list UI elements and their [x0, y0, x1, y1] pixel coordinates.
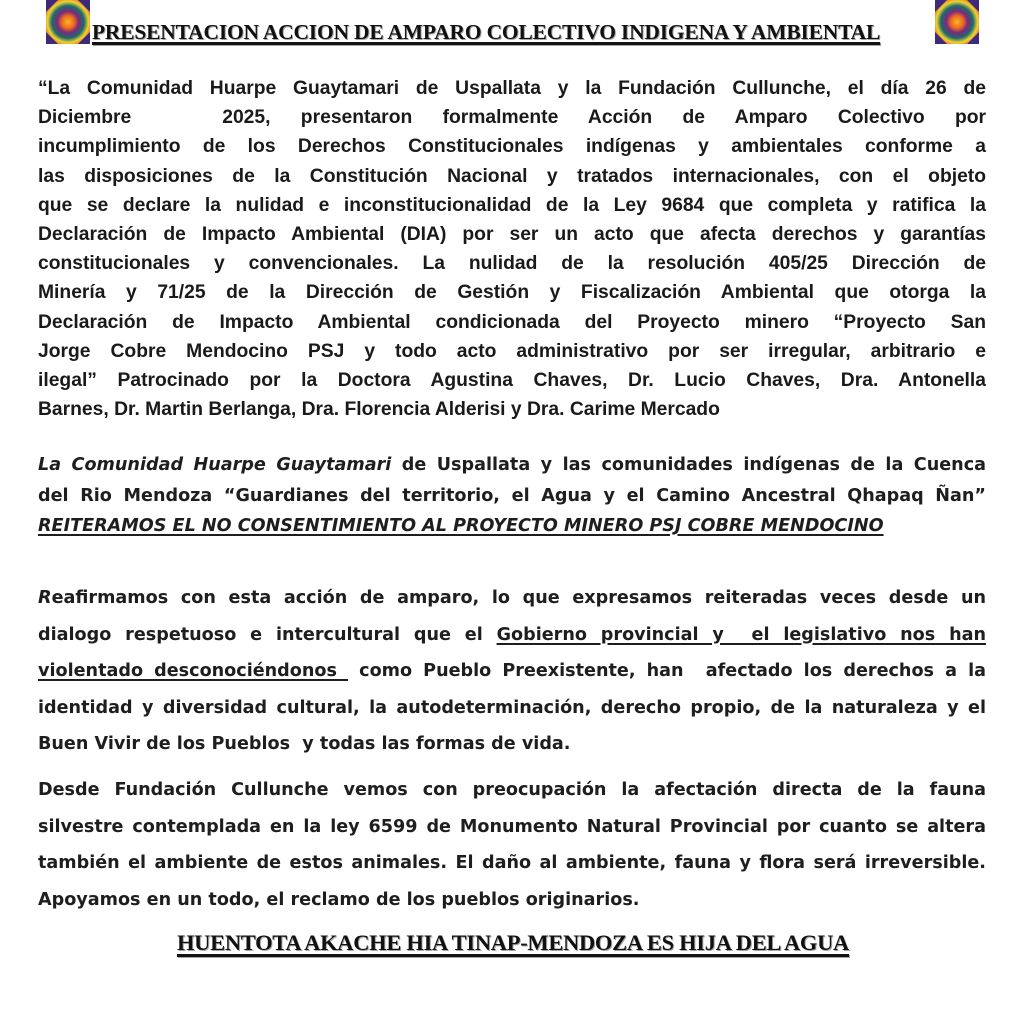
text-fragment: como Pueblo Preexistente, han afectado los derechos a la — [348, 661, 986, 681]
text-line: Declaración de Impacto Ambiental (DIA) por ser un acto que afecta derechos y garantías — [38, 224, 986, 246]
text-line: incumplimiento de los Derechos Constitucionales indígenas y ambientales conforme a — [38, 136, 986, 158]
text-fragment: eafirmamos con esta acción de amparo, lo que expresamos reiteradas veces desde un — [51, 588, 986, 608]
text-line: Minería y 71/25 de la Dirección de Gestión y Fiscalización Ambiental que otorga la — [38, 282, 986, 304]
paragraph-community-statement — [38, 450, 986, 542]
andean-emblem-left-icon — [46, 0, 90, 44]
text-line — [38, 653, 986, 690]
paragraph-amparo-presentation — [38, 74, 986, 424]
text-line — [38, 580, 986, 617]
document-title: PRESENTACION ACCION DE AMPARO COLECTIVO INDIGENA Y AMBIENTAL — [92, 20, 881, 44]
underlined-text: Gobierno provincial y el legislativo nos han — [496, 624, 986, 645]
text-line: Buen Vivir de los Pueblos y todas las formas de vida. — [38, 734, 571, 754]
text-line: Diciembre 2025, presentaron formalmente Acción de Amparo Colectivo por — [38, 107, 986, 129]
paragraph-fundacion-concern — [38, 772, 986, 918]
text-line: Barnes, Dr. Martin Berlanga, Dra. Florencia Alderisi y Dra. Carime Mercado — [38, 399, 720, 421]
text-fragment: dialogo respetuoso e intercultural que el — [38, 624, 497, 645]
text-line: constitucionales y convencionales. La nulidad de la resolución 405/25 Dirección de — [38, 253, 986, 275]
text-line: identidad y diversidad cultural, la autodeterminación, derecho propio, de la naturaleza y el — [38, 697, 986, 718]
text-line: Desde Fundación Cullunche vemos con preocupación la afectación directa de la fauna — [38, 780, 986, 800]
text-fragment: de Uspallata y las comunidades indígenas de la Cuenca — [391, 455, 986, 475]
text-line — [38, 450, 986, 481]
initial-letter: R — [38, 588, 52, 608]
text-line: ilegal” Patrocinado por la Doctora Agustina Chaves, Dr. Lucio Chaves, Dra. Antonella — [38, 370, 986, 392]
text-line: del Rio Mendoza “Guardianes del territorio, el Agua y el Camino Ancestral Qhapaq Ñan” — [38, 485, 986, 506]
paragraph-reaffirmation — [38, 580, 986, 763]
text-line: que se declare la nulidad e inconstitucionalidad de la Ley 9684 que completa y ratifica la — [38, 194, 986, 216]
text-line: silvestre contemplada en la ley 6599 de Monumento Natural Provincial por cuanto se altera — [38, 816, 986, 837]
closing-slogan: HUENTOTA AKACHE HIA TINAP-MENDOZA ES HIJA DEL AGUA — [176, 930, 850, 955]
andean-emblem-right-icon — [935, 0, 979, 44]
underlined-text: violentado desconociéndonos — [38, 661, 349, 681]
community-name: La Comunidad Huarpe Guaytamari — [38, 455, 392, 475]
text-line: las disposiciones de la Constitución Nacional y tratados internacionales, con el objeto — [38, 165, 986, 187]
text-line: “La Comunidad Huarpe Guaytamari de Uspallata y la Fundación Cullunche, el día 26 de — [38, 78, 986, 99]
text-line — [38, 617, 986, 654]
text-line: también el ambiente de estos animales. El daño al ambiente, fauna y flora será irreversible. — [38, 853, 986, 873]
text-line: Apoyamos en un todo, el reclamo de los pueblos originarios. — [38, 889, 640, 910]
emphasis-statement: REITERAMOS EL NO CONSENTIMIENTO AL PROYECTO MINERO PSJ COBRE MENDOCINO — [38, 516, 884, 536]
text-line: Declaración de Impacto Ambiental condicionada del Proyecto minero “Proyecto San — [38, 311, 986, 333]
text-line: Jorge Cobre Mendocino PSJ y todo acto administrativo por ser irregular, arbitrario e — [38, 340, 986, 362]
